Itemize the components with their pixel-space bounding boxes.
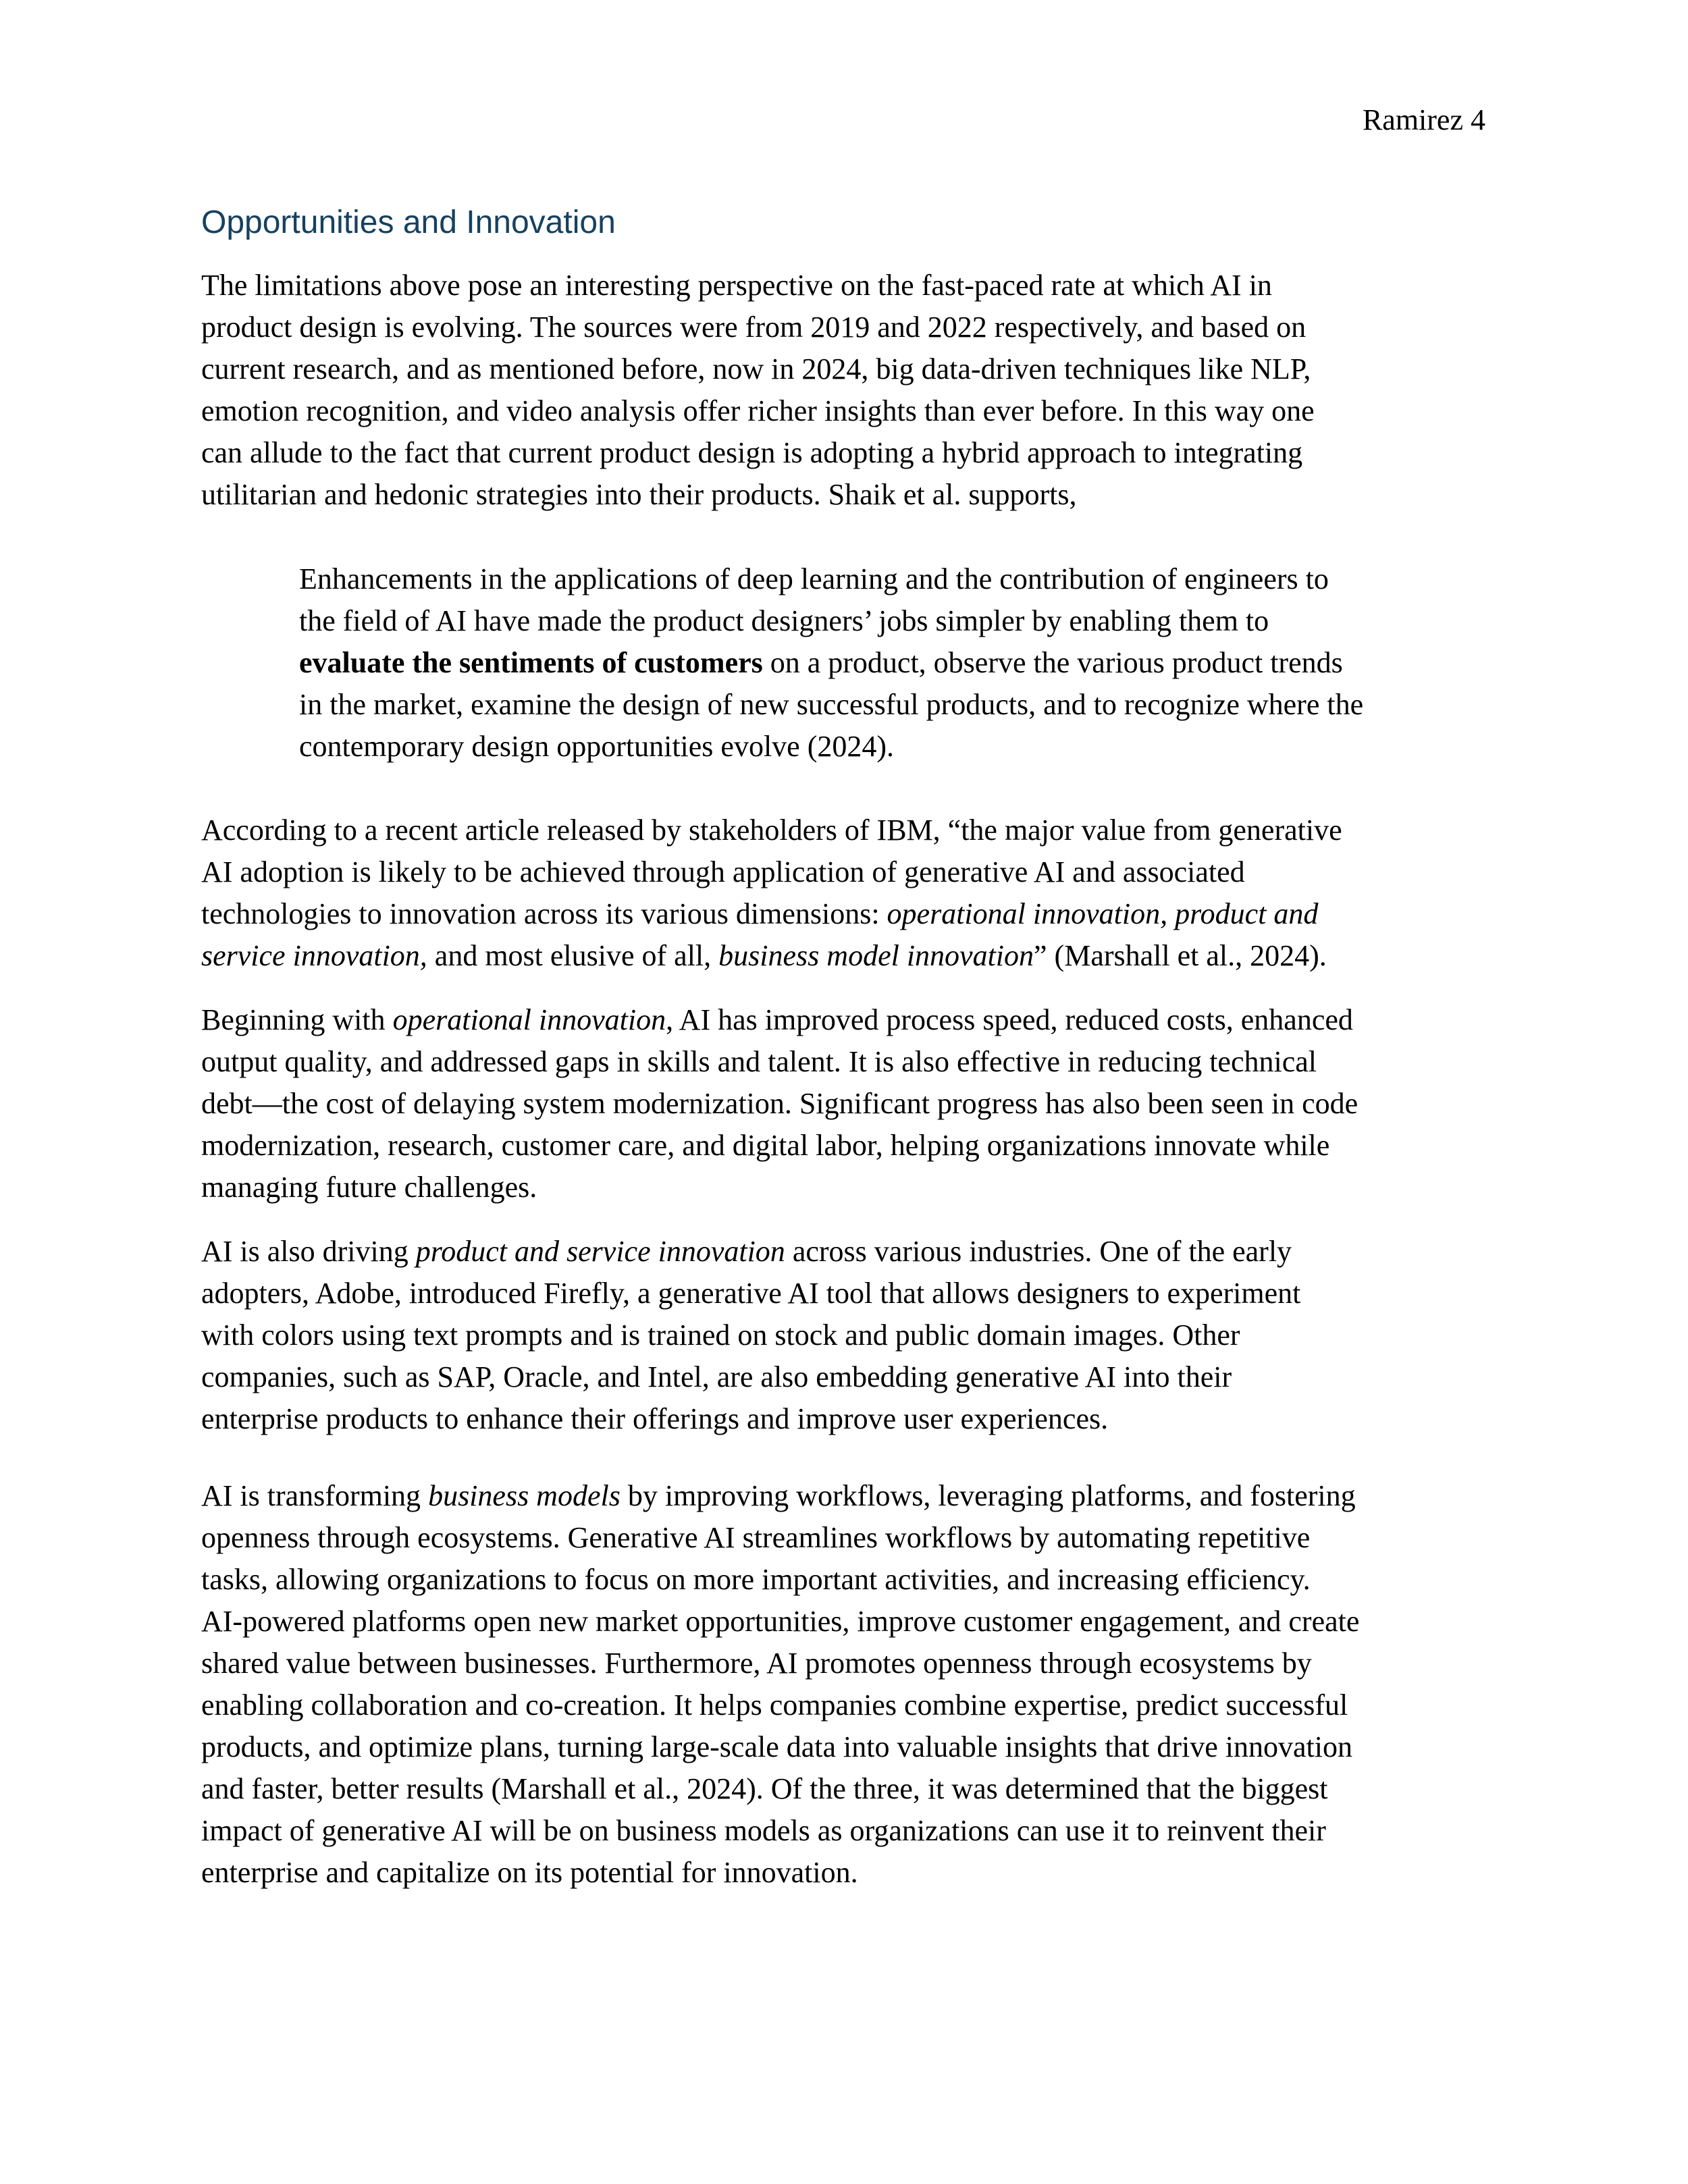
quote-emphasis: evaluate the sentiments of customers	[299, 646, 763, 679]
paragraph-line: with colors using text prompts and is trained on stock and public domain images. Other	[201, 1319, 1240, 1352]
text-run: ” (Marshall et al., 2024).	[1034, 939, 1327, 972]
paragraph-line: tasks, allowing organizations to focus on more important activities, and increasing efficiency.	[201, 1563, 1311, 1596]
paragraph-line: enterprise products to enhance their offerings and improve user experiences.	[201, 1402, 1109, 1435]
quote-line: Enhancements in the applications of deep learning and the contribution of engineers to	[299, 562, 1329, 595]
paragraph-line: and faster, better results (Marshall et al., 2024). Of the three, it was determined that the biggest	[201, 1772, 1328, 1805]
paragraph-line: enterprise and capitalize on its potential for innovation.	[201, 1856, 858, 1889]
paragraph-line: emotion recognition, and video analysis offer richer insights than ever before. In this way one	[201, 394, 1315, 427]
quote-line: contemporary design opportunities evolve (2024).	[299, 730, 895, 763]
text-run: across various industries. One of the early	[785, 1235, 1292, 1268]
italic-run: service innovation,	[201, 939, 427, 972]
paragraph-line: According to a recent article released by stakeholders of IBM, “the major value from generative	[201, 814, 1342, 847]
text-run: and most elusive of all,	[427, 939, 719, 972]
paragraph-line: debt—the cost of delaying system modernization. Significant progress has also been seen in code	[201, 1087, 1359, 1120]
text-run: technologies to innovation across its various dimensions:	[201, 897, 887, 930]
paragraph-line: companies, such as SAP, Oracle, and Intel, are also embedding generative AI into their	[201, 1360, 1232, 1393]
text-run: AI is transforming	[201, 1479, 429, 1512]
quote-line: the field of AI have made the product designers’ jobs simpler by enabling them to	[299, 604, 1269, 637]
paragraph-line: AI-powered platforms open new market opportunities, improve customer engagement, and create	[201, 1605, 1360, 1638]
quote-line: in the market, examine the design of new successful products, and to recognize where the	[299, 688, 1364, 721]
italic-run: business models	[428, 1479, 621, 1512]
text-run: by improving workflows, leveraging platforms, and fostering	[620, 1479, 1356, 1512]
paragraph-line: shared value between businesses. Furthermore, AI promotes openness through ecosystems by	[201, 1647, 1312, 1680]
italic-run: product and service innovation	[415, 1235, 785, 1268]
italic-run: operational innovation, product and	[887, 897, 1319, 930]
section-heading: Opportunities and Innovation	[201, 205, 616, 240]
paragraph-line: enabling collaboration and co-creation. It helps companies combine expertise, predict successful	[201, 1688, 1348, 1722]
paragraph-line: output quality, and addressed gaps in skills and talent. It is also effective in reducing technical	[201, 1045, 1317, 1078]
paragraph-line	[201, 893, 1318, 935]
paragraph-line	[201, 1231, 1292, 1273]
text-run: Beginning with	[201, 1003, 393, 1036]
paragraph-line: AI adoption is likely to be achieved through application of generative AI and associated	[201, 855, 1245, 888]
paragraph-line: adopters, Adobe, introduced Firefly, a generative AI tool that allows designers to experiment	[201, 1277, 1301, 1310]
paragraph-line: product design is evolving. The sources were from 2019 and 2022 respectively, and based on	[201, 311, 1307, 344]
text-run: AI is also driving	[201, 1235, 416, 1268]
paragraph-line	[201, 999, 1353, 1041]
paragraph-line: impact of generative AI will be on business models as organizations can use it to reinvent their	[201, 1814, 1326, 1847]
paragraph-line: openness through ecosystems. Generative AI streamlines workflows by automating repetitive	[201, 1521, 1311, 1554]
paragraph-line	[201, 935, 1327, 977]
italic-run: operational innovation	[392, 1003, 666, 1036]
paragraph-line: modernization, research, customer care, and digital labor, helping organizations innovate while	[201, 1129, 1330, 1162]
paragraph-line: products, and optimize plans, turning large-scale data into valuable insights that drive innovation	[201, 1730, 1352, 1763]
paragraph-line: can allude to the fact that current product design is adopting a hybrid approach to integrating	[201, 436, 1303, 469]
italic-run: business model innovation	[718, 939, 1034, 972]
paragraph-line: managing future challenges.	[201, 1171, 537, 1204]
quote-text: on a product, observe the various product trends	[762, 646, 1343, 679]
text-run: , AI has improved process speed, reduced costs, enhanced	[666, 1003, 1353, 1036]
paragraph-line: The limitations above pose an interesting perspective on the fast-paced rate at which AI in	[201, 269, 1272, 302]
paragraph-line: utilitarian and hedonic strategies into their products. Shaik et al. supports,	[201, 478, 1077, 511]
running-head: Ramirez 4	[1362, 103, 1485, 136]
paragraph-line: current research, and as mentioned before, now in 2024, big data-driven techniques like NLP,	[201, 352, 1311, 385]
quote-line	[299, 642, 1343, 684]
paragraph-line	[201, 1475, 1356, 1517]
